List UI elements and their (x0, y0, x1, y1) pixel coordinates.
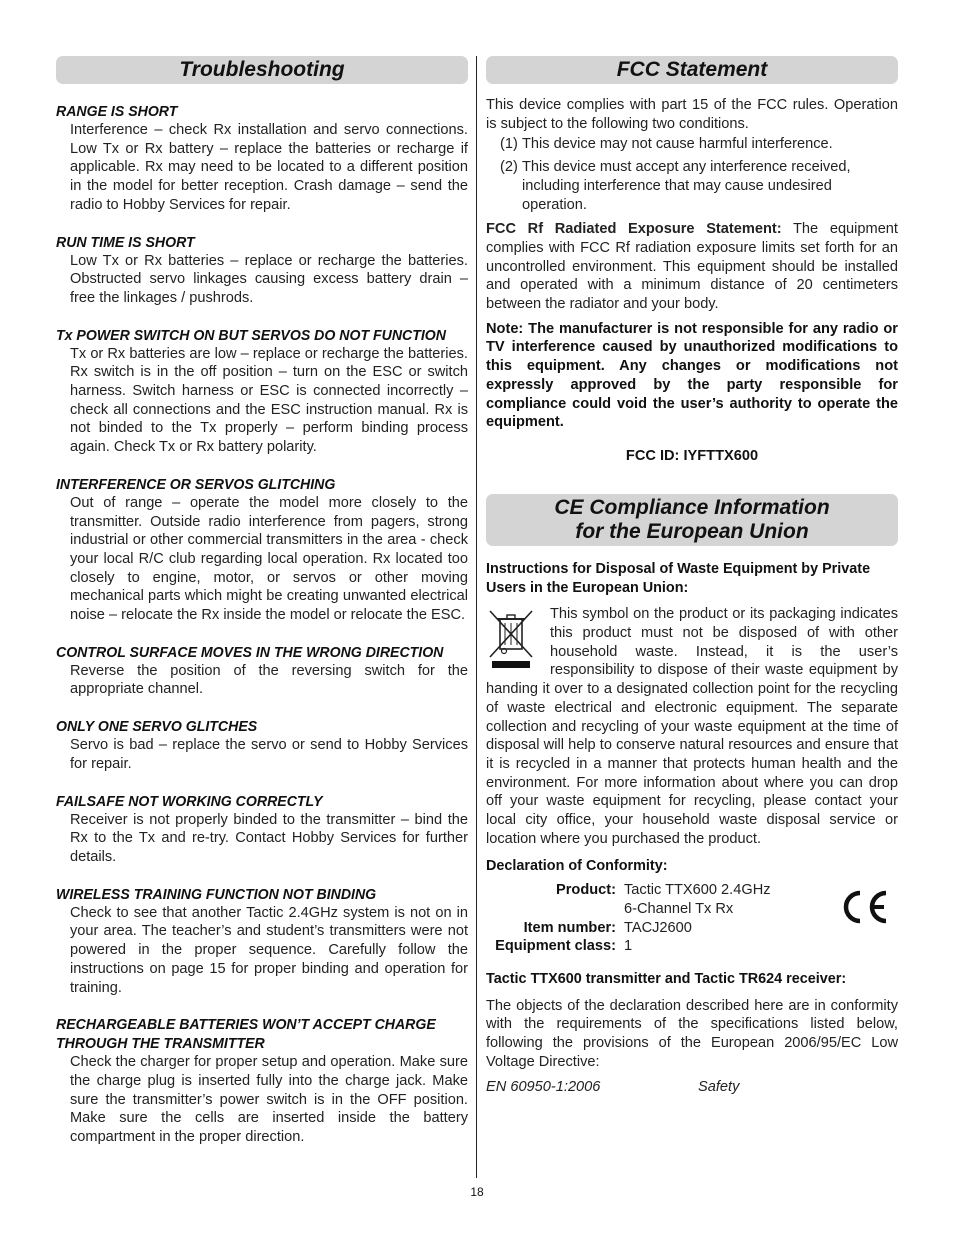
item-number-label: Item number: (523, 919, 616, 936)
topic-body: Receiver is not properly binded to the transmitter – bind the Rx to the Tx and re-try. Contact Hobby Services for further details. (70, 811, 468, 865)
topic-failsafe (56, 792, 468, 867)
product-value-2: 6-Channel Tx Rx (624, 900, 734, 917)
topic-title: Tx POWER SWITCH ON BUT SERVOS DO NOT FUNCTION (56, 326, 447, 344)
equipment-class-label: Equipment class: (495, 938, 616, 955)
topic-body: Reverse the position of the reversing switch for the appropriate channel. (70, 662, 468, 698)
list-number: (1) (500, 136, 518, 153)
disposal-section (486, 605, 898, 848)
product-label: Product: (556, 882, 616, 899)
topic-title: ONLY ONE SERVO GLITCHES (56, 718, 258, 736)
note-label: Note: (486, 320, 524, 337)
fcc-rf-statement (486, 220, 898, 314)
topic-title: FAILSAFE NOT WORKING CORRECTLY (56, 792, 323, 810)
standard-name: Safety (698, 1078, 740, 1095)
crossed-bin-icon (486, 607, 538, 671)
topic-interference (56, 475, 468, 625)
troubleshooting-header: Troubleshooting (56, 56, 468, 84)
item-number-value: TACJ2600 (624, 919, 692, 936)
conformity-text: The objects of the declaration described here are in conformity with the requirements of the specifications listed below, following the provisions of the European 2006/95/EC Low Voltage Directive: (486, 997, 898, 1070)
list-item (500, 158, 898, 214)
topic-title: RECHARGEABLE BATTERIES WON’T ACCEPT CHARGE THROUGH THE TRANSMITTER (56, 1016, 436, 1053)
page-number: 18 (470, 1185, 484, 1199)
topic-body: Out of range – operate the model more closely to the transmitter. Outside radio interference from pagers, strong industrial or other commercial transmitters in the area - check your local R/C club regarding local operation. Rx located too closely to engine, motor, or servos or other moving mechanical parts which might be creating unwanted electrical noise – relocate the Rx inside the model or relocate the ESC. (70, 494, 468, 624)
fcc-intro: This device complies with part 15 of the FCC rules. Operation is subject to the following two conditions. (486, 97, 898, 132)
topic-body: Low Tx or Rx batteries – replace or recharge the batteries. Obstructed servo linkages causing excess battery drain – free the linkages / pushrods. (70, 252, 468, 306)
list-number: (2) (500, 159, 518, 176)
product-value-1: Tactic TTX600 2.4GHz (624, 882, 771, 899)
declaration-labels (486, 881, 616, 956)
rf-label: FCC Rf Radiated Exposure Statement: (486, 221, 782, 238)
topic-wireless-training (56, 885, 468, 998)
topic-wrong-direction (56, 643, 468, 699)
ce-title-line2: for the European Union (575, 519, 809, 543)
fcc-conditions (486, 135, 898, 214)
disposal-text (486, 605, 898, 848)
topic-title: RANGE IS SHORT (56, 103, 178, 120)
topic-rechargeable (56, 1015, 468, 1147)
topic-range-short (56, 102, 468, 215)
topic-title: WIRELESS TRAINING FUNCTION NOT BINDING (56, 885, 377, 903)
fcc-header: FCC Statement (486, 56, 898, 84)
standard-code: EN 60950-1:2006 (486, 1078, 601, 1095)
ce-title-line1: CE Compliance Information (554, 495, 830, 519)
declaration-table (486, 881, 898, 956)
declaration-values (616, 881, 771, 956)
topic-body: Check the charger for proper setup and operation. Make sure the charge plug is inserted fully into the charge jack. Make sure the transmitter’s power switch is in the OFF position. Make sure the cells are inserted inside the battery compartment in the proper direction. (70, 1054, 468, 1146)
topic-title: CONTROL SURFACE MOVES IN THE WRONG DIRECTION (56, 643, 444, 661)
ce-header (486, 494, 898, 546)
fcc-note (486, 320, 898, 432)
list-item (500, 135, 898, 154)
column-divider (476, 56, 477, 1178)
topic-body: Tx or Rx batteries are low – replace or recharge the batteries. Rx switch is in the off position – turn on the ESC or switch harness. Switch harness or ESC is connected incorrectly – check all connections and the ESC instruction manual. Rx is not binded to the Tx properly – perform binding process again. Check Tx or Rx battery polarity. (70, 345, 468, 456)
standard-row (486, 1078, 898, 1097)
topic-title: INTERFERENCE OR SERVOS GLITCHING (56, 475, 336, 493)
tx-rx-heading: Tactic TTX600 transmitter and Tactic TR624 receiver: (486, 971, 847, 988)
disposal-body: This symbol on the product or its packaging indicates this product must not be disposed of with other household waste. Instead, it is the user’s responsibility to dispose of their waste equipment by handing it over to a designated collection point for the recycling of waste electrical and electronic equipment. The separate collection and recycling of your waste equipment at the time of disposal will help to conserve natural resources and ensure that it is recycled in a manner that protects human health and the environment. For more information about where you can drop off your waste equipment for recycling, please contact your local city office, your household waste disposal service or location where you purchased the product. (486, 606, 898, 847)
topic-run-time-short (56, 233, 468, 308)
ce-mark-icon (838, 889, 890, 925)
troubleshooting-column (56, 56, 468, 1147)
equipment-class-value: 1 (624, 938, 633, 955)
topic-body: Servo is bad – replace the servo or send to Hobby Services for repair. (70, 737, 468, 772)
disposal-heading: Instructions for Disposal of Waste Equipment by Private Users in the European Union: (486, 560, 871, 596)
topic-body: Check to see that another Tactic 2.4GHz system is not on in your area. The teacher’s and student’s transmitters were not powered in the proper sequence. Carefully follow the instructions on page 15 for proper binding and operation for training. (70, 904, 468, 996)
list-text: This device may not cause harmful interference. (522, 136, 833, 153)
topic-power-switch (56, 326, 468, 457)
rf-text: The equipment complies with FCC Rf radiation exposure limits set forth for an uncontrolled environment. This equipment should be installed and operated with a minimum distance of 20 centimeters between the radiator and your body. (486, 221, 898, 313)
declaration-heading: Declaration of Conformity: (486, 857, 668, 874)
topic-one-servo (56, 717, 468, 773)
compliance-column (486, 56, 898, 1096)
topic-body: Interference – check Rx installation and servo connections. Low Tx or Rx battery – replace the batteries or recharge if applicable. Rx may need to be located to a different position in the model for better reception. Crash damage – send the radio to Hobby Services for repair. (70, 122, 468, 213)
list-text: This device must accept any interference received, including interference that may cause undesired operation. (522, 159, 851, 213)
topic-title: RUN TIME IS SHORT (56, 233, 195, 251)
note-text: The manufacturer is not responsible for any radio or TV interference caused by unauthorized modifications to this equipment. Any changes or modifications not expressly approved by the party responsible for compliance could void the user’s authority to operate the equipment. (486, 320, 898, 431)
fcc-id: FCC ID: IYFTTX600 (625, 447, 759, 464)
